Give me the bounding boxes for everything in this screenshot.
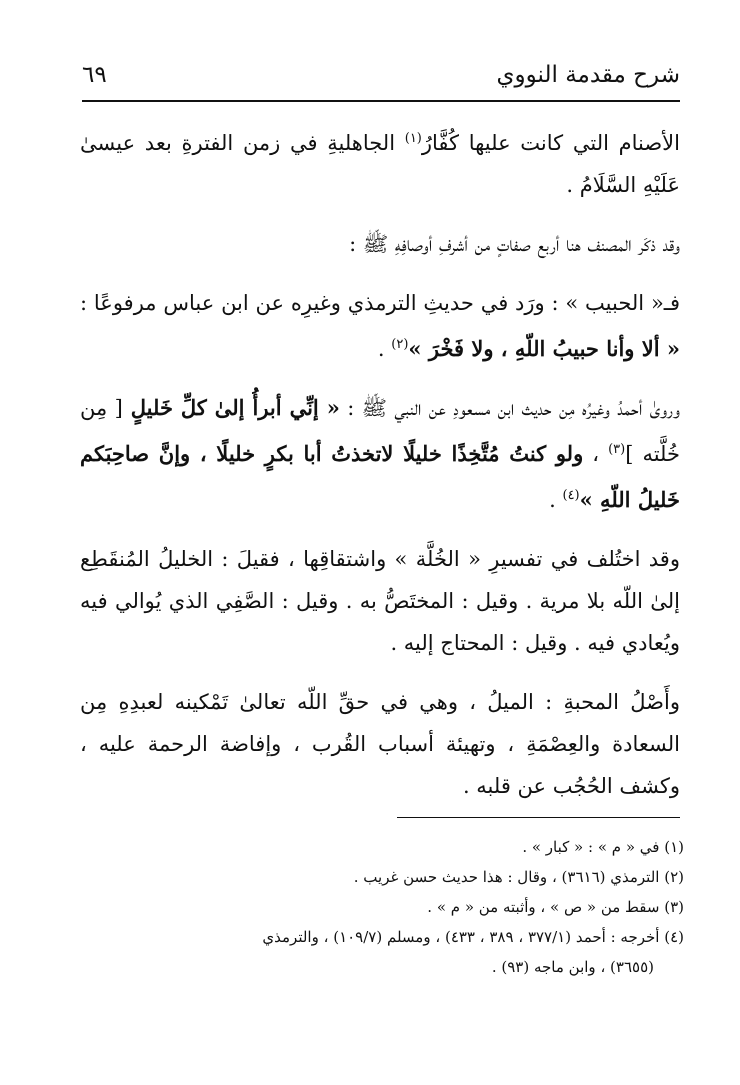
footnotes [84,832,684,982]
footnote-marker: (٢) [391,337,409,352]
text-span: وقد ذكَر المصنف هنا أربع صفاتٍ من أشرفِ أوصافِهِ ﷺ : [349,232,680,256]
footnote: (١) في « م » : « كبار » . [522,838,684,856]
text-span: . [377,337,392,361]
hadith-quote: « ألا وأنا حبيبُ اللّهِ ، ولا فَخْرَ » [408,336,680,361]
footnote-separator [397,817,680,818]
text-span: . [549,488,563,512]
text-span: وأَصْلُ المحبةِ : الميلُ ، وهي في حقِّ اللّه تعالىٰ تَمْكينه لعبدِهِ مِن السعادة والعِصْمَةِ ، وتهيئة أسباب القُرب ، وإفاضة الرحمة عليه ، وكشف الحُجُب عن قلبه . [80,690,680,798]
footnote-marker: (٣) [608,442,626,457]
running-title: شرح مقدمة النووي [496,62,680,88]
text-span: الأصنام التي كانت عليها كُفَّارُ [421,131,680,155]
hadith-quote: ولو كنتُ مُتَّخِذًا خليلًا لاتخذتُ أبا بكرٍ خليلًا ، وإنَّ صاحِبَكم خَليلُ اللّهِ » [80,441,680,512]
paragraph [80,282,680,370]
hadith-quote: « إنِّي أبرأُ إلىٰ كلِّ خَليلٍ [122,395,340,420]
text-span: وقد اختُلف في تفسيرِ « الخُلَّة » واشتقاقِها ، فقيلَ : الخليلُ المُنقَطِع إلىٰ اللّه بلا مرية . وقيل : المختَصُّ به . وقيل : الصَّفِي الذي يُوالي فيه ويُعادي فيه . وقيل : المحتاج إليه . [80,547,680,655]
page-number: ٦٩ [82,62,107,88]
footnote-marker: (١) [404,131,422,146]
paragraph [80,538,680,664]
paragraph [80,118,680,206]
header-rule [82,100,680,102]
footnote: (٣٦٥٥) ، وابن ماجه (٩٣) . [491,958,654,976]
text-span: [ مِن خُلَّته ] [80,396,680,466]
text-span: فـ« الحبيب » : ورَد في حديثِ الترمذي وغيرِه عن ابن عباس مرفوعًا : [80,291,680,315]
text-span: الجاهليةِ في زمن الفترةِ بعد عيسىٰ عَلَيْهِ السَّلَامُ . [80,131,680,197]
footnote: (٤) أخرجه : أحمد (٣٧٧/١ ، ٣٨٩ ، ٤٣٣) ، ومسلم (١٠٩/٧) ، والترمذي [262,928,684,946]
footnote: (٣) سقط من « ص » ، وأثبته من « م » . [427,898,684,916]
page-header [82,58,680,102]
text-span: ، [583,442,609,466]
footnote: (٢) الترمذي (٣٦١٦) ، وقال : هذا حديث حسن غريب . [353,868,684,886]
paragraph [80,223,680,265]
main-text [80,118,680,824]
paragraph [80,387,680,521]
footnote-marker: (٤) [562,488,580,503]
text-span: وروىٰ أحمدُ وغيرُه مِن حديث ابن مسعودِ عن النبي ﷺ : [339,396,680,420]
paragraph [80,681,680,807]
